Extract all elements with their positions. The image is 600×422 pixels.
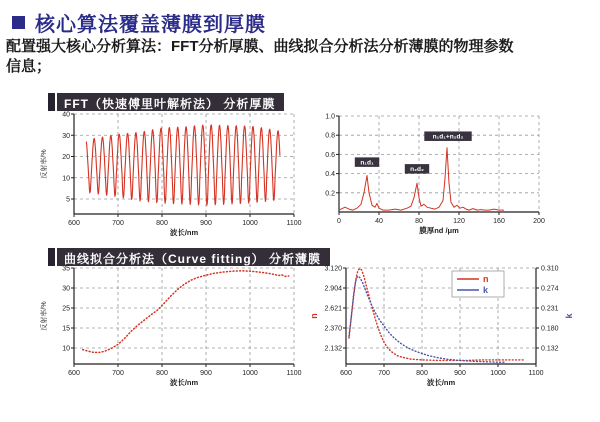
svg-text:1100: 1100 bbox=[528, 370, 544, 377]
svg-text:n: n bbox=[483, 274, 489, 285]
title-row bbox=[12, 8, 266, 37]
svg-text:波长/nm: 波长/nm bbox=[169, 228, 199, 237]
svg-text:160: 160 bbox=[493, 218, 505, 225]
svg-text:1100: 1100 bbox=[286, 370, 302, 377]
fft-reflectance-chart bbox=[36, 108, 316, 242]
svg-text:0.2: 0.2 bbox=[325, 190, 335, 198]
section-header-curve-fitting-label: 曲线拟合分析法（Curve fitting） 分析薄膜 bbox=[57, 248, 330, 266]
svg-text:2.370: 2.370 bbox=[324, 325, 342, 333]
svg-text:0.310: 0.310 bbox=[541, 265, 559, 273]
svg-text:700: 700 bbox=[112, 220, 124, 227]
svg-text:900: 900 bbox=[200, 370, 212, 377]
svg-text:n: n bbox=[309, 313, 319, 319]
svg-text:k: k bbox=[564, 313, 574, 319]
svg-text:25: 25 bbox=[62, 305, 70, 313]
svg-text:600: 600 bbox=[68, 220, 80, 227]
svg-text:80: 80 bbox=[415, 218, 423, 225]
svg-text:n₁d₁+n₂d₂: n₁d₁+n₂d₂ bbox=[432, 133, 464, 141]
svg-text:n₂d₂: n₂d₂ bbox=[410, 166, 424, 173]
subtitle-text bbox=[6, 37, 598, 77]
svg-text:800: 800 bbox=[156, 370, 168, 377]
svg-text:k: k bbox=[483, 285, 489, 296]
svg-text:0.180: 0.180 bbox=[541, 325, 559, 333]
svg-text:35: 35 bbox=[62, 265, 70, 273]
svg-text:0.132: 0.132 bbox=[541, 345, 559, 353]
svg-text:40: 40 bbox=[62, 111, 70, 119]
svg-text:120: 120 bbox=[453, 218, 465, 225]
fft-thickness-spectrum-chart bbox=[313, 106, 575, 240]
svg-text:0.4: 0.4 bbox=[325, 171, 335, 179]
svg-text:700: 700 bbox=[378, 370, 390, 377]
svg-text:20: 20 bbox=[62, 154, 70, 161]
svg-text:900: 900 bbox=[454, 370, 466, 377]
svg-text:波长/nm: 波长/nm bbox=[169, 378, 199, 387]
svg-text:反射率/%: 反射率/% bbox=[41, 149, 48, 179]
svg-text:0.274: 0.274 bbox=[541, 285, 559, 293]
section-header-fft-label: FFT（快速傅里叶解析法） 分析厚膜 bbox=[57, 93, 284, 111]
svg-text:0: 0 bbox=[337, 218, 341, 225]
svg-text:0.6: 0.6 bbox=[325, 151, 335, 159]
svg-text:2.904: 2.904 bbox=[324, 285, 342, 293]
svg-text:15: 15 bbox=[62, 325, 70, 333]
svg-text:600: 600 bbox=[340, 370, 352, 377]
svg-text:600: 600 bbox=[68, 370, 80, 377]
svg-text:200: 200 bbox=[533, 218, 545, 225]
svg-text:n₁d₁: n₁d₁ bbox=[360, 159, 374, 167]
svg-text:30: 30 bbox=[62, 132, 70, 140]
svg-text:1000: 1000 bbox=[490, 370, 506, 377]
svg-text:1.0: 1.0 bbox=[325, 113, 335, 121]
svg-text:800: 800 bbox=[156, 220, 168, 227]
svg-text:700: 700 bbox=[112, 370, 124, 377]
svg-text:2.621: 2.621 bbox=[324, 305, 342, 313]
svg-text:10: 10 bbox=[62, 175, 70, 183]
page-title: 核心算法覆盖薄膜到厚膜 bbox=[35, 14, 266, 36]
subtitle-line-1: 配置强大核心分析算法：FFT分析厚膜、曲线拟合分析法分析薄膜的物理参数 bbox=[6, 38, 514, 55]
subtitle-line-2: 信息； bbox=[6, 57, 52, 75]
svg-text:900: 900 bbox=[200, 220, 212, 227]
svg-text:1100: 1100 bbox=[286, 220, 302, 227]
svg-text:反射率/%: 反射率/% bbox=[41, 301, 48, 331]
curve-fitting-chart bbox=[36, 258, 316, 394]
square-bullet-icon bbox=[12, 16, 25, 29]
svg-text:0.8: 0.8 bbox=[325, 132, 335, 140]
svg-text:40: 40 bbox=[375, 218, 383, 225]
svg-text:5: 5 bbox=[66, 196, 70, 204]
svg-text:1000: 1000 bbox=[242, 370, 258, 377]
svg-text:1000: 1000 bbox=[242, 220, 258, 227]
svg-text:2.132: 2.132 bbox=[324, 345, 342, 353]
svg-text:膜厚nd /μm: 膜厚nd /μm bbox=[419, 226, 459, 235]
nk-dispersion-chart bbox=[308, 258, 600, 394]
svg-text:10: 10 bbox=[62, 345, 70, 353]
svg-text:30: 30 bbox=[62, 285, 70, 293]
svg-text:800: 800 bbox=[416, 370, 428, 377]
svg-text:3.120: 3.120 bbox=[324, 265, 342, 273]
svg-text:0.231: 0.231 bbox=[541, 305, 559, 313]
svg-text:波长/nm: 波长/nm bbox=[426, 378, 456, 387]
